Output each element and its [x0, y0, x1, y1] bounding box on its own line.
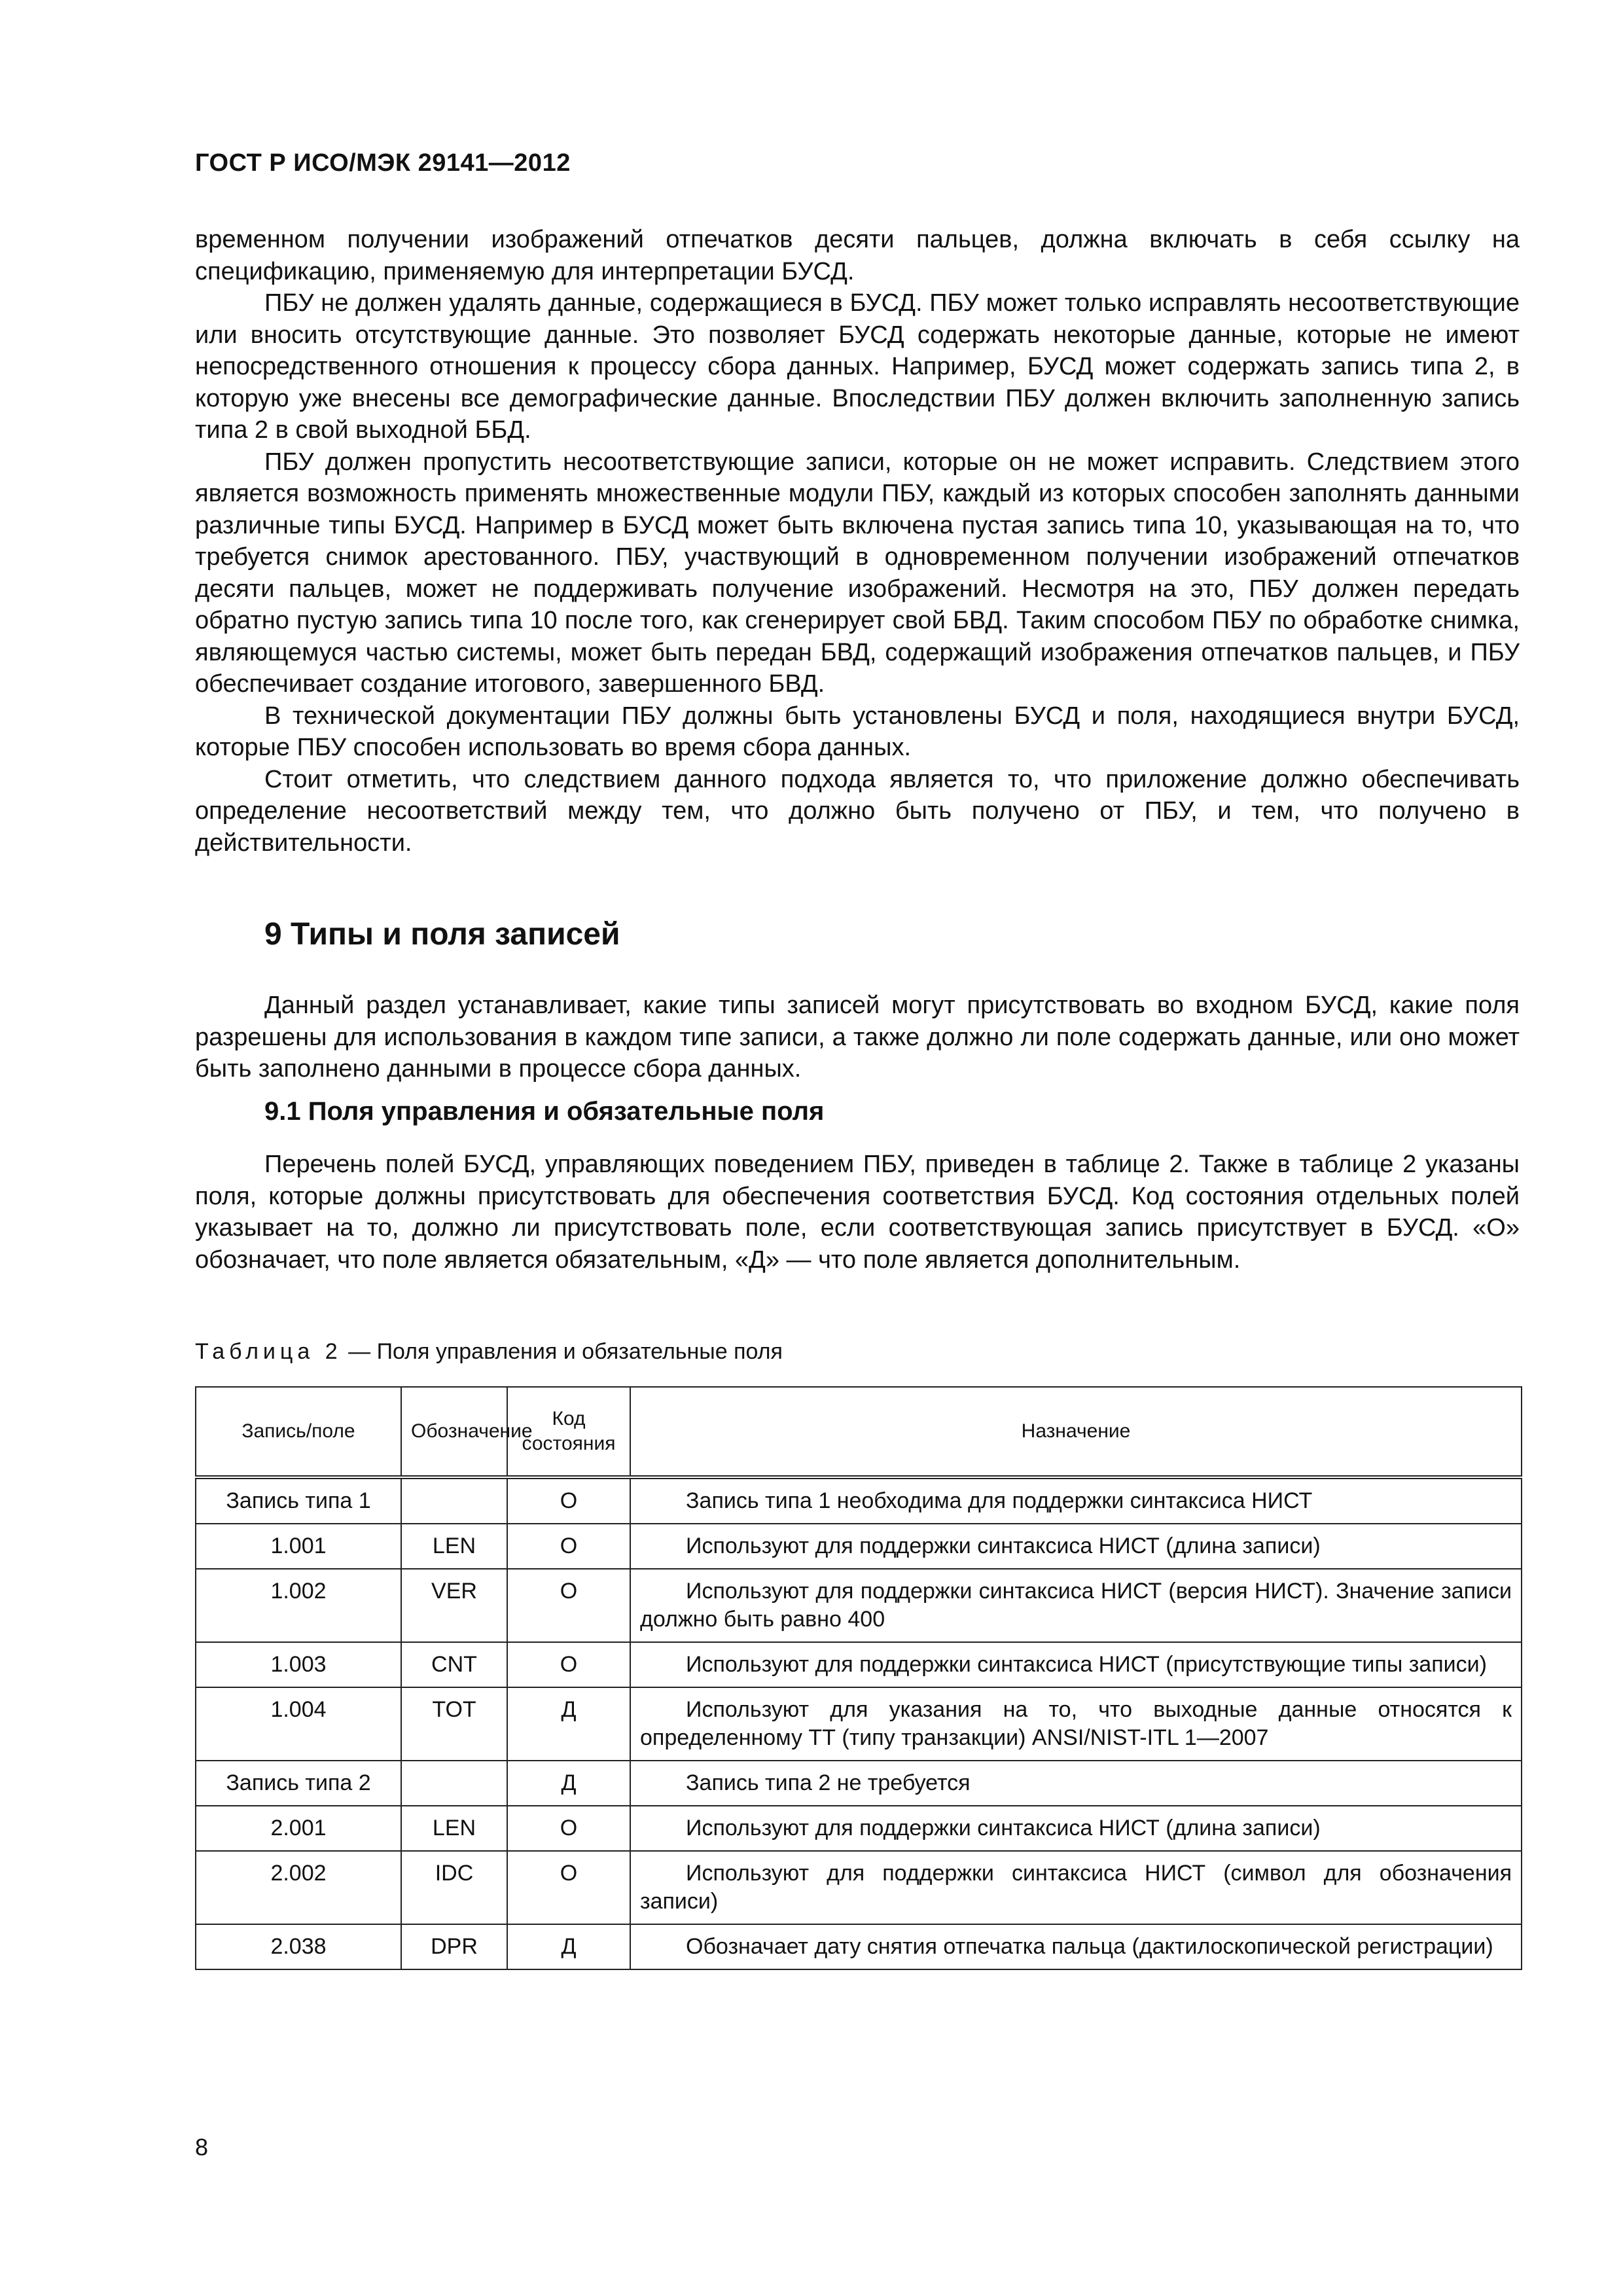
- column-header-status: Код состояния: [507, 1387, 630, 1477]
- subsection-heading: 9.1 Поля управления и обязательные поля: [264, 1097, 825, 1126]
- cell-record: 2.002: [196, 1851, 401, 1924]
- table-row: [196, 1851, 1522, 1924]
- cell-purpose-text: Используют для поддержки синтаксиса НИСТ (присутствующие типы записи): [686, 1652, 1487, 1677]
- cell-purpose-text: Используют для поддержки синтаксиса НИСТ (длина записи): [686, 1816, 1321, 1840]
- table-row: [196, 1569, 1522, 1642]
- section-heading: 9 Типы и поля записей: [264, 917, 620, 952]
- column-header-purpose: Назначение: [630, 1387, 1522, 1477]
- cell-purpose-text: Используют для поддержки синтаксиса НИСТ (символ для обозначения записи): [640, 1861, 1512, 1914]
- cell-purpose: [630, 1524, 1522, 1569]
- cell-record: 1.004: [196, 1687, 401, 1761]
- column-header-designation: Обозначение: [401, 1387, 507, 1477]
- cell-record: 1.002: [196, 1569, 401, 1642]
- paragraph: Перечень полей БУСД, управляющих поведением ПБУ, приведен в таблице 2. Также в таблице 2 указаны поля, которые должны присутствовать для обеспечения соответствия БУСД. Код состояния отдельных полей указывает на то, должно ли присутствовать поле, если соответствующая запись присутствует в БУСД. «О» обозначает, что поле является обязательным, «Д» — что поле является дополнительным.: [195, 1151, 1520, 1274]
- cell-record: 1.001: [196, 1524, 401, 1569]
- cell-purpose: [630, 1806, 1522, 1851]
- table-row: [196, 1761, 1522, 1806]
- cell-designation: [401, 1761, 507, 1806]
- table-caption-text: — Поля управления и обязательные поля: [342, 1339, 783, 1364]
- paragraph: Данный раздел устанавливает, какие типы записей могут присутствовать во входном БУСД, какие поля разрешены для использования в каждом типе записи, а также должно ли поле содержать данные, или оно может быть заполнено данными в процессе сбора данных.: [195, 992, 1520, 1083]
- paragraph: Стоит отметить, что следствием данного подхода является то, что приложение должно обеспечивать определение несоответствий между тем, что должно быть получено от ПБУ, и тем, что получено в действительности.: [195, 765, 1520, 857]
- cell-status: О: [507, 1806, 630, 1851]
- cell-status: О: [507, 1569, 630, 1642]
- cell-status: Д: [507, 1687, 630, 1761]
- cell-designation: TOT: [401, 1687, 507, 1761]
- cell-designation: DPR: [401, 1924, 507, 1969]
- table-row: [196, 1642, 1522, 1687]
- cell-record: 2.038: [196, 1924, 401, 1969]
- cell-purpose-text: Используют для поддержки синтаксиса НИСТ (длина записи): [686, 1534, 1321, 1558]
- cell-purpose-text: Используют для указания на то, что выходные данные относятся к определенному ТТ (типу транзакции) ANSI/NIST-ITL 1—2007: [640, 1697, 1512, 1750]
- cell-purpose: [630, 1642, 1522, 1687]
- cell-purpose-text: Используют для поддержки синтаксиса НИСТ (версия НИСТ). Значение записи должно быть равно 400: [640, 1579, 1512, 1632]
- fields-table: [195, 1386, 1522, 1970]
- cell-status: Д: [507, 1761, 630, 1806]
- cell-purpose: [630, 1851, 1522, 1924]
- cell-designation: IDC: [401, 1851, 507, 1924]
- paragraph: В технической документации ПБУ должны быть установлены БУСД и поля, находящиеся внутри БУСД, которые ПБУ способен использовать во время сбора данных.: [195, 702, 1520, 761]
- cell-purpose: [630, 1687, 1522, 1761]
- cell-record: Запись типа 2: [196, 1761, 401, 1806]
- cell-status: О: [507, 1477, 630, 1524]
- subsection-text: [195, 1149, 1520, 1276]
- cell-designation: LEN: [401, 1524, 507, 1569]
- cell-designation: [401, 1477, 507, 1524]
- cell-purpose: [630, 1477, 1522, 1524]
- cell-designation: VER: [401, 1569, 507, 1642]
- table-row: [196, 1524, 1522, 1569]
- paragraph: ПБУ не должен удалять данные, содержащиеся в БУСД. ПБУ может только исправлять несоответствующие или вносить отсутствующие данные. Это позволяет БУСД содержать некоторые данные, которые не имеют непосредственного отношения к процессу сбора данных. Например, БУСД может содержать запись типа 2, в которую уже внесены все демографические данные. Впоследствии ПБУ должен включить заполненную запись типа 2 в свой выходной ББД.: [195, 289, 1520, 444]
- table-header-row: [196, 1387, 1522, 1477]
- cell-purpose-text: Запись типа 1 необходима для поддержки синтаксиса НИСТ: [686, 1488, 1313, 1513]
- body-text: [195, 224, 1520, 859]
- document-header: ГОСТ Р ИСО/МЭК 29141—2012: [195, 149, 571, 177]
- table-caption: [195, 1339, 783, 1365]
- cell-record: 1.003: [196, 1642, 401, 1687]
- cell-status: О: [507, 1851, 630, 1924]
- table-row: [196, 1687, 1522, 1761]
- cell-purpose: [630, 1924, 1522, 1969]
- cell-status: О: [507, 1642, 630, 1687]
- cell-purpose-text: Запись типа 2 не требуется: [686, 1770, 971, 1795]
- section-intro: [195, 990, 1520, 1085]
- cell-purpose: [630, 1569, 1522, 1642]
- cell-record: Запись типа 1: [196, 1477, 401, 1524]
- cell-designation: CNT: [401, 1642, 507, 1687]
- page-number: 8: [195, 2134, 209, 2161]
- column-header-record: Запись/поле: [196, 1387, 401, 1477]
- table-row: [196, 1477, 1522, 1524]
- cell-status: О: [507, 1524, 630, 1569]
- cell-record: 2.001: [196, 1806, 401, 1851]
- table-row: [196, 1806, 1522, 1851]
- paragraph: ПБУ должен пропустить несоответствующие записи, которые он не может исправить. Следствием этого является возможность применять множественные модули ПБУ, каждый из которых способен заполнять данными различные типы БУСД. Например в БУСД может быть включена пустая запись типа 10, указывающая на то, что требуется снимок арестованного. ПБУ, участвующий в одновременном получении изображений отпечатков десяти пальцев, может не поддерживать получение изображений. Несмотря на это, ПБУ должен передать обратно пустую запись типа 10 после того, как сгенерирует свой БВД. Таким способом ПБУ по обработке снимка, являющемуся частью системы, может быть передан БВД, содержащий изображения отпечатков пальцев, и ПБУ обеспечивает создание итогового, завершенного БВД.: [195, 448, 1520, 698]
- cell-purpose: [630, 1761, 1522, 1806]
- cell-purpose-text: Обозначает дату снятия отпечатка пальца (дактилоскопической регистрации): [686, 1934, 1493, 1959]
- table-caption-label: Таблица 2: [195, 1339, 342, 1364]
- table-row: [196, 1924, 1522, 1969]
- cell-status: Д: [507, 1924, 630, 1969]
- paragraph: временном получении изображений отпечатков десяти пальцев, должна включать в себя ссылку на спецификацию, применяемую для интерпретации БУСД.: [195, 226, 1520, 285]
- cell-designation: LEN: [401, 1806, 507, 1851]
